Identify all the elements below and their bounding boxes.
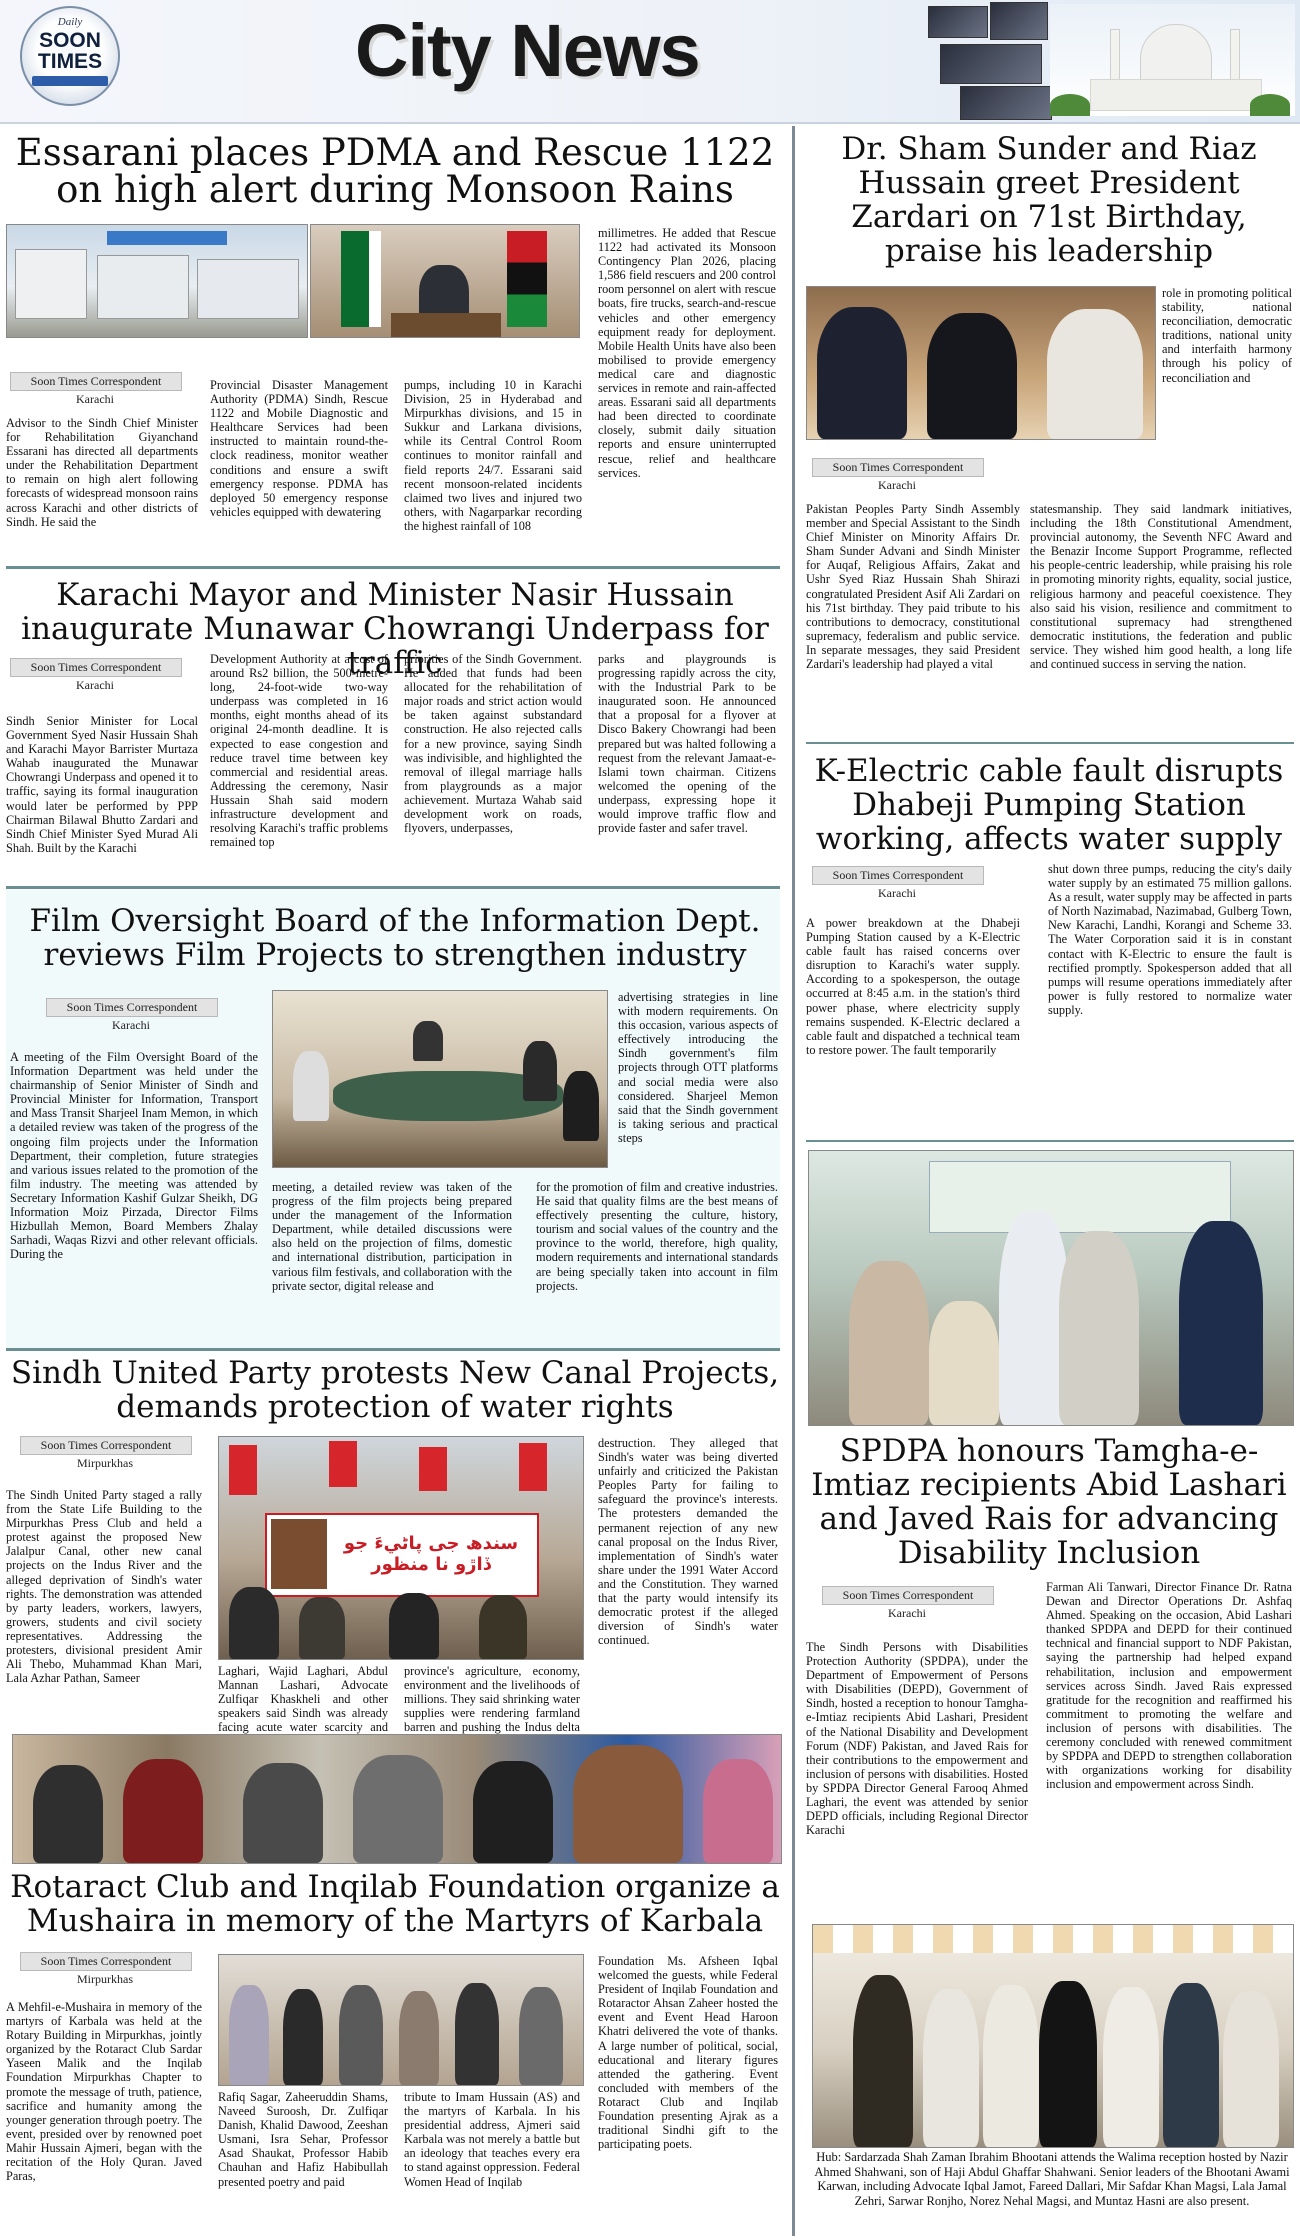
article-column: A Mehfil-e-Mushaira in memory of the martyrs of Karbala was held at the Rotary Building in Mirpurkhas, jointly organized by the Rotaract Club Sardar Yaseen Malik and the Inqilab Foundation Mirpurkhas Chapter to promote the message of truth, patience, sacrifice and humanity among the younger generation through poetry. The event, presided over by renowned poet Mahir Hussain Ajmeri, began with the recitation of the Holy Quran. Javed Paras, bbox=[6, 2000, 202, 2184]
headline-mushaira[interactable]: Rotaract Club and Inqilab Foundation organize a Mushaira in memory of the Martyrs of Karbala bbox=[10, 1869, 780, 1939]
headline-zardari-birthday[interactable]: Dr. Sham Sunder and Riaz Hussain greet President Zardari on 71st Birthday, praise his leadership bbox=[841, 131, 1257, 269]
headline-spdpa[interactable]: SPDPA honours Tamgha-e-Imtiaz recipients Abid Lashari and Javed Rais for advancing Disability Inclusion bbox=[811, 1433, 1287, 1571]
section-title: City News bbox=[355, 9, 700, 92]
article-column: Advisor to the Sindh Chief Minister for Rehabilitation Giyanchand Essarani has directed all departments under the Rehabilitation Department to remain on high alert following forecasts of widespread monsoon rains across Karachi and other districts of Sindh. He said the bbox=[6, 416, 198, 529]
byline: Soon Times Correspondent bbox=[822, 1586, 994, 1605]
masthead bbox=[0, 0, 1300, 124]
logo-name: SOON TIMES bbox=[37, 29, 103, 73]
walima-photo-caption: Hub: Sardarzada Shah Zaman Ibrahim Bhootani attends the Walima reception hosted by Nazir Ahmed Shahwani, son of Haji Abdul Ghaffar Shahwani. Senior leaders of the Bhootani Awami Karwan, including Advocate Iqbal Jamot, Fareed Dallari, Mir Safdar Khan Magsi, Lala Jamal Zehri, Sarwar Ronjho, Norez Nehal Magsi, and Muntaz Hasni are also present. bbox=[814, 2150, 1290, 2208]
rescue-vehicles-photo bbox=[6, 224, 308, 338]
article-column: Sindh Senior Minister for Local Government Syed Nasir Hussain Shah and Karachi Mayor Barrister Murtaza Wahab inaugurated the Munawar Chowrangi Underpass and opened it to traffic, saying its formal inauguration would later be performed by PPP Chairman Bilawal Bhutto Zardari and Sindh Chief Minister Syed Murad Ali Shah. Built by the Karachi bbox=[6, 714, 198, 855]
article-column: A meeting of the Film Oversight Board of the Information Department was held under the chairmanship of Senior Minister of Sindh and Provincial Minister for Information, Transport and Mass Transit Sharjeel Inam Memon, in which a detailed review was taken of the progress of the ongoing film projects under the Information Department, their completion, future strategies and various issues related to the promotion of the film industry. The meeting was attended by Secretary Information Kashif Gulzar Sheikh, DG Information Moiz Pirzada, Director Films Hizbullah Memon, Board Members Zhalay Sarhadi, Waqas Rizvi and other relevant officials. During the bbox=[10, 1050, 258, 1262]
mushaira-photo-strip bbox=[12, 1734, 782, 1864]
article-column: Foundation Ms. Afsheen Iqbal welcomed the guests, while Federal President of Inqilab Foundation and Rotaractor Ahsan Zaheer hosted the event and Event Head Haroon Khatri delivered the vote of thanks. A large number of political, social, educational and literary figures attended the gathering. Event concluded with members of the Rotaract Club and Inqilab Foundation presenting Ajrak as a traditional Sindhi gift to the participating poets. bbox=[598, 1954, 778, 2152]
dateline-place: Mirpurkhas bbox=[77, 1456, 133, 1470]
article-column: role in promoting political stability, national reconciliation, democratic traditions, national unity and interfaith harmony through his policy of reconciliation and bbox=[1162, 286, 1292, 385]
collage-photo bbox=[960, 86, 1052, 120]
dateline-place: Karachi bbox=[76, 678, 114, 692]
film-board-meeting-photo bbox=[272, 990, 608, 1168]
protest-banner-text: سندھ جی پاڻيءَ جو ڏاڙو نا منظور bbox=[343, 1533, 519, 1575]
article-column: priorities of the Sindh Government. He added that funds had been allocated for the rehabilitation of major roads and strict action would be taken against substandard construction. He also rejected calls for a new province, saying Sindh was indivisible, and highlighted the removal of illegal marriage halls from playgrounds as a major achievement. Murtaza Wahab said development work on roads, flyovers, underpasses, bbox=[404, 652, 582, 836]
article-column: pumps, including 10 in Karachi Division, 25 in Hyderabad and Mirpurkhas divisions, and 15 in Sukkur and Larkana divisions, while its Central Control Room continues to monitor rainfall and field reports 24/7. Essarani said recent monsoon-related incidents claimed two lives and injured two others, with Nagarparkar recording the highest rainfall of 108 bbox=[404, 378, 582, 533]
dateline-place: Karachi bbox=[76, 392, 114, 406]
soon-times-logo[interactable] bbox=[20, 6, 120, 106]
section-divider bbox=[6, 886, 780, 889]
section-divider bbox=[6, 566, 780, 569]
article-column: The Sindh Persons with Disabilities Protection Authority (SPDPA), under the Department of Empowerment of Persons with Disabilities (DEPD), Government of Sindh, hosted a reception to honour Tamgha-e-Imtiaz recipients Abid Lashari, President of the National Disability and Development Forum (NDF) Pakistan, and Javed Rais for their contributions to the empowerment and inclusion of persons with disabilities. Hosted by SPDPA Director General Farooq Ahmed Laghari, the event was attended by senior DEPD officials, including Regional Director Karachi bbox=[806, 1640, 1028, 1838]
banner-portrait bbox=[271, 1519, 327, 1589]
headline-canal-protest[interactable]: Sindh United Party protests New Canal Projects, demands protection of water rights bbox=[10, 1355, 780, 1425]
article-column: millimetres. He added that Rescue 1122 had activated its Monsoon Contingency Plan 2026, placing 1,586 field rescuers and 200 control room personnel on alert with rescue boats, fire trucks, search-and-rescue vehicles and other emergency equipment ready for deployment. Mobile Health Units have also been mobilised to provide emergency medical care and diagnostic services in remote and rain-affected areas. Essarani said all departments had been directed to coordinate closely, submit daily situation reports and ensure uninterrupted rescue, relief and healthcare services. bbox=[598, 226, 776, 480]
byline: Soon Times Correspondent bbox=[812, 458, 984, 477]
headline-essarani[interactable]: Essarani places PDMA and Rescue 1122 on high alert during Monsoon Rains bbox=[15, 131, 775, 211]
collage-photo bbox=[928, 6, 988, 38]
dateline-place: Karachi bbox=[878, 886, 916, 900]
article-column: A power breakdown at the Dhabeji Pumping Station caused by a K-Electric cable fault has raised concerns over disruption to Karachi's water supply. According to a spokesperson, the outage occurred at 8:45 a.m. in the station's third power phase, where electricity supply remains suspended. K-Electric declared a cable fault and dispatched a technical team to restore power. The fault temporarily bbox=[806, 916, 1020, 1057]
headline-k-electric[interactable]: K-Electric cable fault disrupts Dhabeji Pumping Station working, affects water supply bbox=[814, 753, 1284, 857]
article-column: Provincial Disaster Management Authority (PDMA) Sindh, Rescue 1122 and Mobile Diagnostic and Healthcare Services had been instructed to maintain round-the-clock readiness, monitor weather conditions and ensure a swift emergency response. PDMA has deployed 50 emergency response vehicles equipped with dewatering bbox=[210, 378, 388, 519]
byline: Soon Times Correspondent bbox=[20, 1952, 192, 1971]
essarani-meeting-photo bbox=[310, 224, 580, 338]
article-column: advertising strategies in line with modern requirements. On this occasion, various aspects of effectively introducing the Sindh government's film projects through OTT platforms and social media were also considered. Sharjeel Memon said that the Sindh government is taking serious and practical steps bbox=[618, 990, 778, 1145]
byline: Soon Times Correspondent bbox=[46, 998, 218, 1017]
headline-underpass[interactable]: Karachi Mayor and Minister Nasir Hussain inaugurate Munawar Chowrangi Underpass for traffic bbox=[21, 577, 769, 681]
dateline-place: Karachi bbox=[888, 1606, 926, 1620]
dateline-place: Karachi bbox=[878, 478, 916, 492]
byline: Soon Times Correspondent bbox=[20, 1436, 192, 1455]
article-column: province's agriculture, economy, environment and the livelihoods of millions. They said shrinking water supplies were rendering farmland barren and pushing the Indus delta bbox=[404, 1664, 580, 1735]
article-column: parks and playgrounds is progressing rapidly across the city, with the Industrial Park to be inaugurated soon. He announced that a proposal for a flyover at Disco Bakery Chowrangi had been prepared but was halted following a request from the relevant Jamaat-e-Islami town chairman. Citizens welcomed the opening of the underpass, expressing hope it would improve traffic flow and provide faster and safer travel. bbox=[598, 652, 776, 836]
section-divider bbox=[6, 1348, 780, 1351]
article-column: statesmanship. They said landmark initiatives, including the 18th Constitutional Amendment, provincial autonomy, the Seventh NFC Award and the Benazir Income Support Programme, reflected his people-centric leadership, while praising his role in promoting minority rights, equality, social justice, religious harmony and peaceful coexistence. They also said his vision, resilience and commitment to constitutional supremacy had strengthened democratic institutions, the federation and public service. They wished him good health, a long life and continued success in serving the nation. bbox=[1030, 502, 1292, 672]
article-column: Development Authority at a cost of around Rs2 billion, the 500-metre-long, 24-foot-wide two-way underpass was completed in 16 months, eight months ahead of its original 24-month deadline. It is expected to ease congestion and reduce travel time between key commercial and residential areas. Addressing the ceremony, Nasir Hussain Shah said modern infrastructure development and resolving Karachi's traffic problems remained top bbox=[210, 652, 388, 850]
collage-photo bbox=[940, 44, 1042, 84]
dateline-place: Mirpurkhas bbox=[77, 1972, 133, 1986]
article-column: Farman Ali Tanwari, Director Finance Dr. Ratna Dewan and Director Operations Dr. Ashfaq Ahmed. Speaking on the occasion, Abid Lashari thanked SPDPA and DEPD for their continued technical and financial support to NDF Pakistan, saying the partnership had helped expand rehabilitation, inclusion and empowerment services across Sindh. Javed Rais expressed gratitude for the recognition and reaffirmed his commitment to promoting the welfare and inclusion of persons with disabilities. The ceremony concluded with renewed commitment by SPDPA and DEPD to strengthen collaboration with organizations working for disability inclusion and empowerment across Sindh. bbox=[1046, 1580, 1292, 1792]
section-divider bbox=[806, 1140, 1294, 1142]
spdpa-award-photo bbox=[808, 1150, 1294, 1426]
article-column: The Sindh United Party staged a rally from the State Life Building to the Mirpurkhas Press Club and held a protest against the proposed New Jalalpur Canal, other new canal projects on the Indus River and the alleged deprivation of Sindh's water rights. The demonstration was attended by party leaders, workers, lawyers, growers, students and civil society representatives. Addressing the protesters, divisional president Amir Ali Thebo, Muhammad Khan Mari, Lala Azhar Pathan, Sameer bbox=[6, 1488, 202, 1686]
article-column: shut down three pumps, reducing the city's daily water supply by an estimated 75 million gallons. As a result, water supply may be affected in parts of North Nazimabad, Nazimabad, Gulberg Town, New Karachi, Landhi, Korangi and Scheme 33. The Water Corporation said it is in constant contact with K-Electric to ensure the fault is rectified promptly. Spokesperson added that all pumps will resume operations immediately after power is fully restored to normalize water supply. bbox=[1048, 862, 1292, 1017]
article-column: Pakistan Peoples Party Sindh Assembly member and Special Assistant to the Sindh Chief Minister on Minority Affairs Dr. Sham Sunder Advani and Sindh Minister for Auqaf, Religious Affairs, Zakat and Ushr Syed Riaz Hussain Shah Shirazi congratulated President Asif Ali Zardari on his 71st birthday. They paid tribute to his contributions to democracy, constitutional supremacy, federalism and public service. In separate messages, they said President Zardari's leadership had played a vital bbox=[806, 502, 1020, 672]
dateline-place: Karachi bbox=[112, 1018, 150, 1032]
collage-photo bbox=[990, 2, 1048, 40]
article-column: Rafiq Sagar, Zaheeruddin Shams, Naveed Suroosh, Dr. Zulfiqar Danish, Khalid Dawood, Zeeshan Usmani, Isra Sehar, Professor Asad Shaukat, Professor Habib Chauhan and Hafiz Habibullah presented poetry and paid bbox=[218, 2090, 388, 2189]
logo-daily-label: Daily bbox=[57, 16, 83, 28]
byline: Soon Times Correspondent bbox=[812, 866, 984, 885]
mushaira-audience-photo bbox=[218, 1954, 584, 2086]
article-column: tribute to Imam Hussain (AS) and the martyrs of Karbala. In his presidential address, Ajmeri said Karbala was not merely a battle but an ideology that teaches every era to stand against oppression. Federal Women Head of Inqilab bbox=[404, 2090, 580, 2189]
article-column: Laghari, Wajid Laghari, Abdul Mannan Lashari, Advocate Zulfiqar Khaskheli and other speakers said Sindh was already facing acute water scarcity and bbox=[218, 1664, 388, 1735]
zardari-greetings-photo bbox=[806, 286, 1156, 440]
canal-protest-photo bbox=[218, 1436, 584, 1660]
article-column: destruction. They alleged that Sindh's water was being diverted unfairly and criticized the Pakistan Peoples Party for failing to safeguard the province's interests. The protesters demanded the permanent rejection of any new canal proposal on the Indus River, implementation of Sindh's water share under the 1991 Water Accord and the Constitution. They warned that the party would intensify its democratic protest if the alleged diversion of Sindh's water continued. bbox=[598, 1436, 778, 1648]
walima-reception-photo bbox=[812, 1924, 1294, 2148]
byline: Soon Times Correspondent bbox=[10, 372, 182, 391]
headline-film-board[interactable]: Film Oversight Board of the Information Dept. reviews Film Projects to strengthen industry bbox=[29, 903, 761, 973]
logo-ribbon bbox=[32, 76, 108, 86]
section-divider bbox=[806, 742, 1294, 744]
article-column: meeting, a detailed review was taken of the progress of the film projects being prepared under the management of the Information Department, while detailed discussions were also held on the projection of films, domestic and international distribution, participation in various film festivals, and collaboration with the private sector, digital release and bbox=[272, 1180, 512, 1293]
article-column: for the promotion of film and creative industries. He said that quality films are the best means of effectively presenting the culture, history, tourism and social values of the country and the province to the world, therefore, high quality, modern requirements and international standards are being specially taken into account in film projects. bbox=[536, 1180, 778, 1293]
column-divider bbox=[792, 126, 795, 2236]
byline: Soon Times Correspondent bbox=[10, 658, 182, 677]
mazar-skyline-image bbox=[1050, 4, 1295, 116]
